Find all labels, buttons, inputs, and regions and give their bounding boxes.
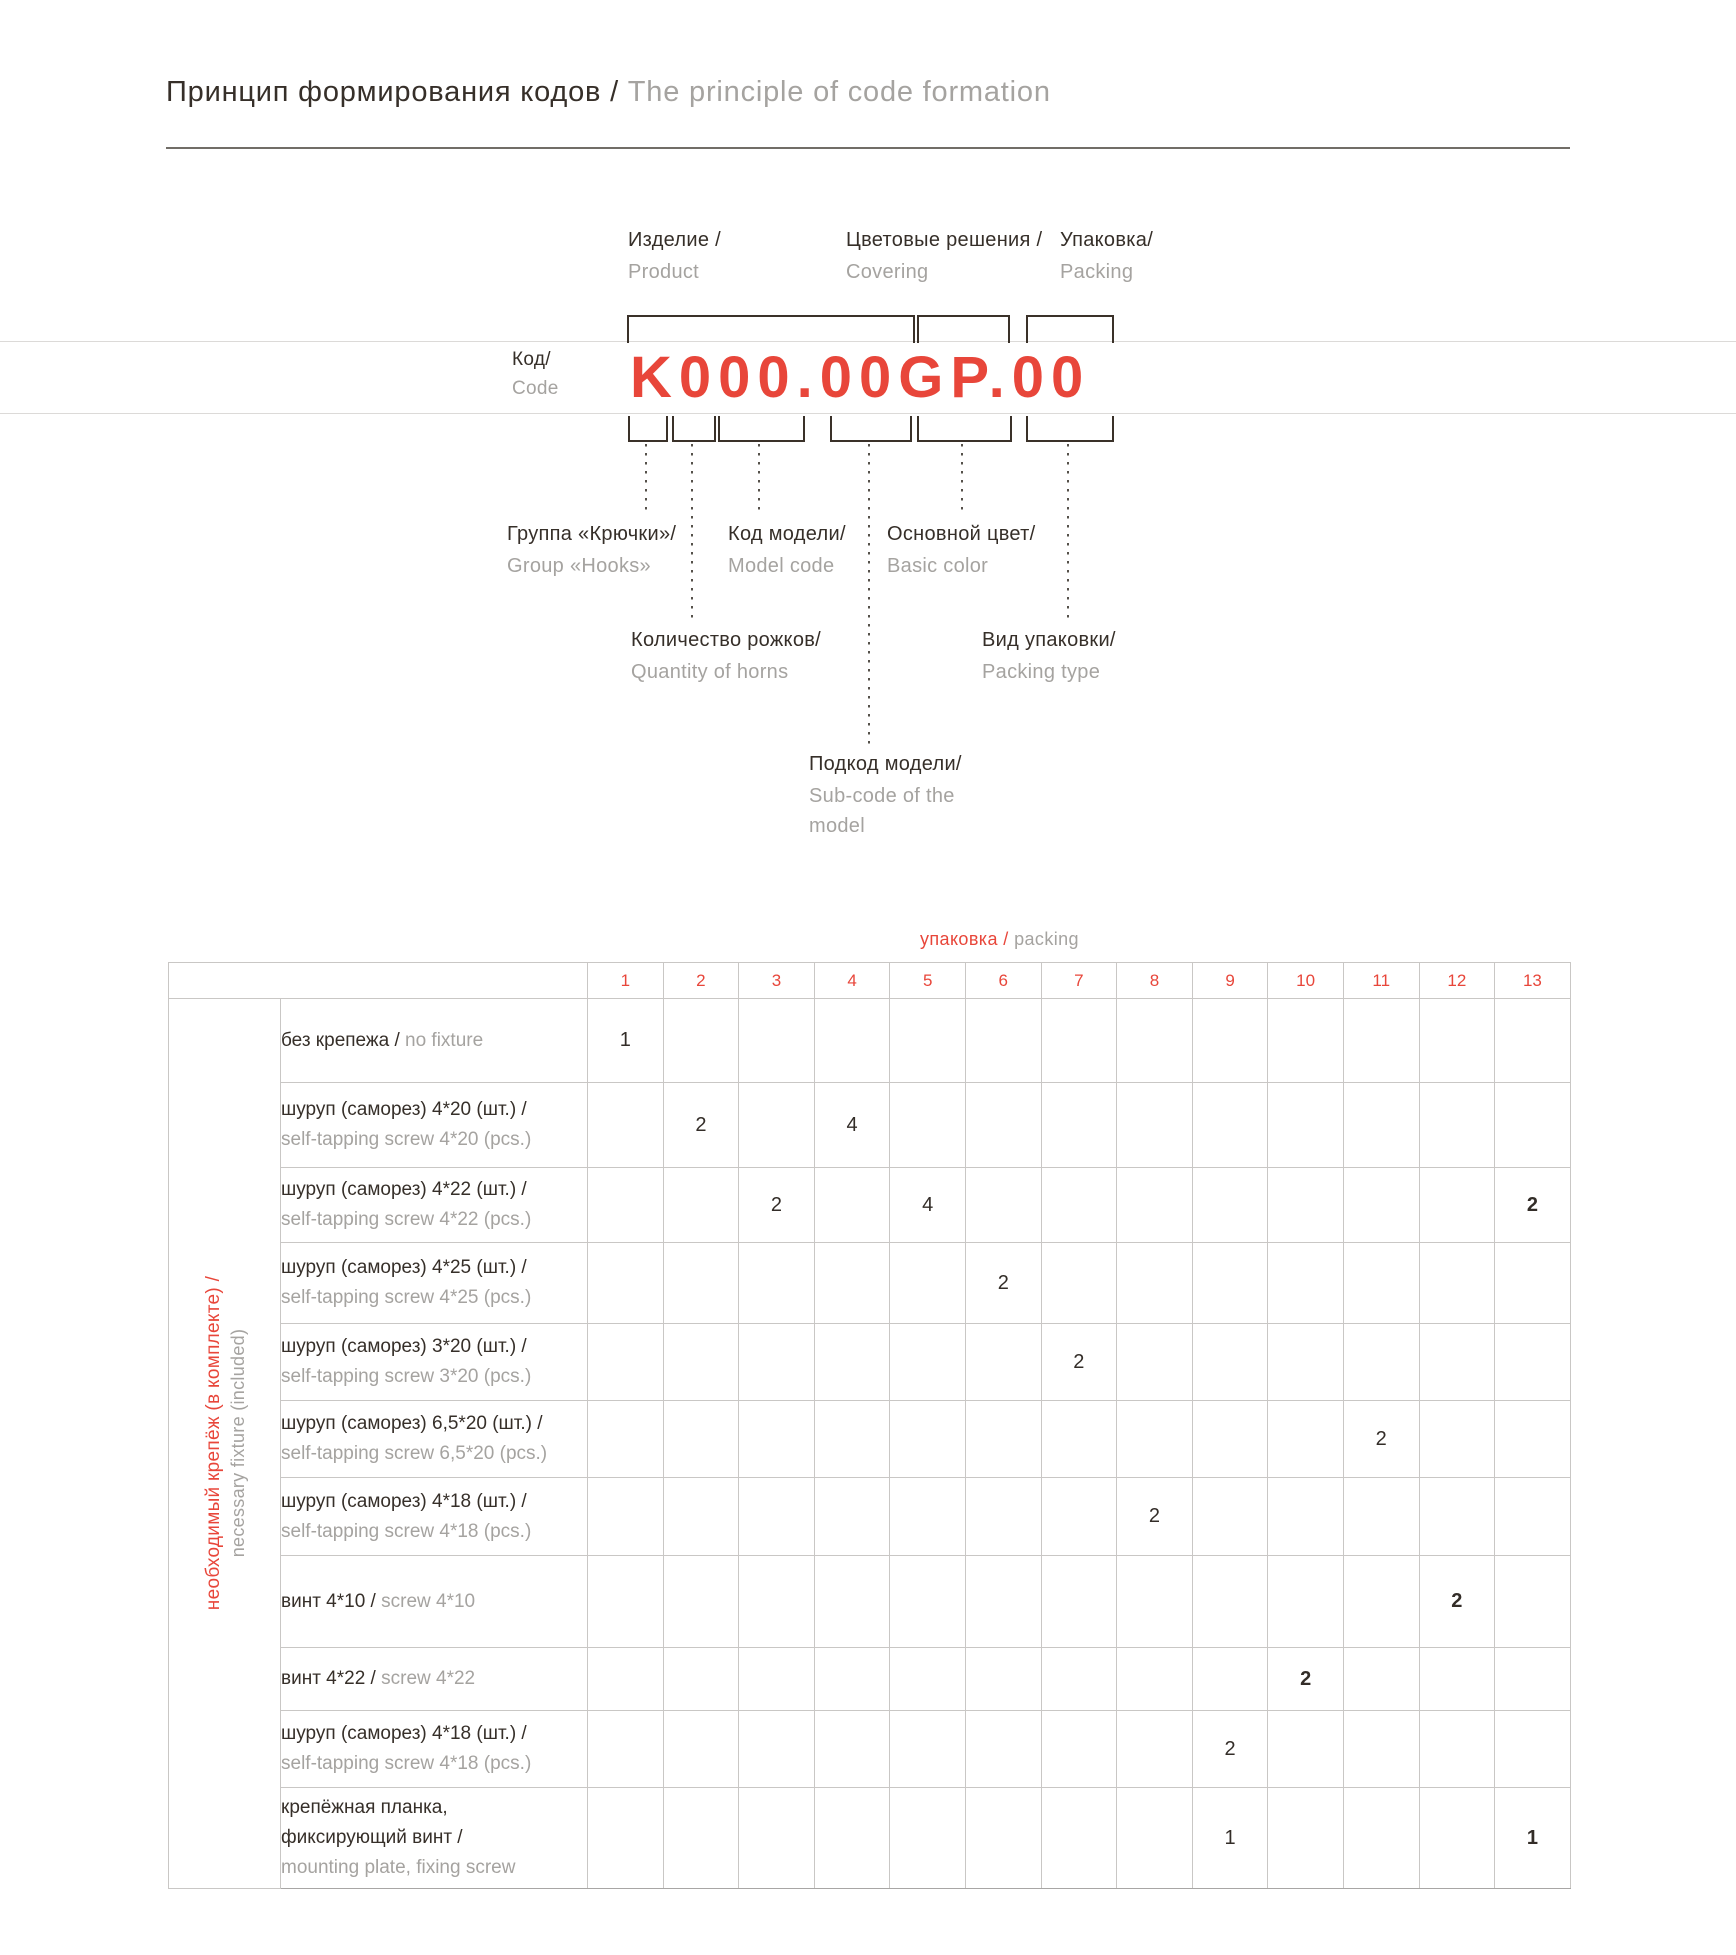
value-cell (965, 1788, 1041, 1889)
value-cell (890, 1401, 966, 1478)
value-cell (965, 1168, 1041, 1243)
row-label-segment: фиксирующий винт / (281, 1827, 463, 1848)
value-cell (814, 999, 890, 1083)
page-title (166, 76, 1051, 109)
row-label-line (281, 1362, 587, 1392)
code-label-ru: Код/ (512, 349, 551, 370)
cell-value: 2 (997, 1271, 1009, 1294)
packing-col-header: 4 (814, 963, 890, 999)
value-cell (890, 1711, 966, 1788)
value-cell (890, 1324, 966, 1401)
value-cell (1419, 1478, 1495, 1556)
packing-table-body (169, 963, 1571, 1889)
row-label-segment: self-tapping screw 3*20 (pcs.) (281, 1366, 532, 1387)
row-label-segment: винт 4*10 / (281, 1590, 382, 1612)
row-label-segment: шуруп (саморез) 6,5*20 (шт.) / (281, 1413, 543, 1434)
title-rule (166, 147, 1570, 149)
value-cell (588, 1083, 664, 1168)
value-cell (814, 1324, 890, 1401)
cell-value: 1 (619, 1029, 631, 1051)
bracket-product (627, 315, 915, 343)
bracket-quantity (672, 416, 716, 442)
value-cell (965, 1401, 1041, 1478)
packing-col-header: 5 (890, 963, 966, 999)
row-label-segment: шуруп (саморез) 3*20 (шт.) / (281, 1336, 527, 1357)
code-value: K000.00GP.00 (630, 345, 1091, 410)
value-cell (1268, 1083, 1344, 1168)
label-quantity-ru: Количество рожков/ (631, 629, 822, 651)
row-label (281, 1711, 588, 1788)
row-label-line (281, 1517, 587, 1547)
value-cell (663, 1556, 739, 1648)
row-label-segment: шуруп (саморез) 4*18 (шт.) / (281, 1723, 527, 1744)
row-label-line (281, 1409, 587, 1439)
value-cell (1343, 1401, 1419, 1478)
packing-col-header: 7 (1041, 963, 1117, 999)
value-cell (1268, 1556, 1344, 1648)
cell-value: 4 (922, 1193, 934, 1216)
value-cell (1117, 1788, 1193, 1889)
row-label (281, 1478, 588, 1556)
row-label-segment: шуруп (саморез) 4*22 (шт.) / (281, 1179, 527, 1200)
row-label-segment: self-tapping screw 4*20 (pcs.) (281, 1129, 532, 1150)
value-cell (739, 1168, 815, 1243)
value-cell (1041, 1648, 1117, 1711)
value-cell (663, 1788, 739, 1889)
value-cell (1419, 1556, 1495, 1648)
cell-value: 1 (1526, 1826, 1538, 1849)
side-label (201, 1276, 251, 1610)
row-label-segment: mounting plate, fixing screw (281, 1857, 516, 1878)
value-cell (814, 1711, 890, 1788)
value-cell (1419, 1243, 1495, 1324)
value-cell (1041, 1083, 1117, 1168)
packing-table (168, 962, 1571, 1889)
value-cell (663, 1324, 739, 1401)
value-cell (1419, 999, 1495, 1083)
packing-col-header: 3 (739, 963, 815, 999)
value-cell (1419, 1401, 1495, 1478)
value-cell (1117, 1324, 1193, 1401)
value-cell (1419, 1788, 1495, 1889)
packing-col-header: 13 (1495, 963, 1571, 999)
value-cell (1343, 1556, 1419, 1648)
value-cell (1117, 1243, 1193, 1324)
row-label (281, 1401, 588, 1478)
row-label-line (281, 1664, 587, 1694)
value-cell (1192, 1556, 1268, 1648)
cell-value: 4 (846, 1113, 858, 1136)
packing-table-title (920, 929, 1079, 950)
value-cell (1117, 1083, 1193, 1168)
value-cell (1419, 1083, 1495, 1168)
packing-title-sep: / (997, 929, 1015, 949)
value-cell (965, 1711, 1041, 1788)
value-cell (1041, 1556, 1117, 1648)
value-cell (588, 1711, 664, 1788)
value-cell (1192, 1168, 1268, 1243)
row-label (281, 1788, 588, 1889)
value-cell (1117, 1168, 1193, 1243)
bracket-packing (1026, 315, 1114, 343)
table-row (169, 1478, 1571, 1556)
connector-quantity (691, 444, 693, 624)
row-label (281, 1648, 588, 1711)
value-cell (814, 1788, 890, 1889)
row-label-line (281, 1026, 587, 1056)
bracket-basic-color (917, 416, 1012, 442)
value-cell (588, 1556, 664, 1648)
value-cell (1041, 999, 1117, 1083)
value-cell (1192, 1788, 1268, 1889)
row-label (281, 1324, 588, 1401)
row-label-segment: шуруп (саморез) 4*18 (шт.) / (281, 1490, 527, 1512)
row-label-segment: крепёжная планка, (281, 1797, 448, 1818)
value-cell (1041, 1243, 1117, 1324)
value-cell (890, 1478, 966, 1556)
row-label-segment: screw 4*22 (381, 1668, 476, 1689)
cell-value: 2 (1375, 1427, 1387, 1450)
label-product-en: Product (628, 261, 700, 283)
value-cell (890, 1083, 966, 1168)
side-label-ru: необходимый крепёж (в комплекте) / (203, 1275, 224, 1611)
value-cell (588, 1648, 664, 1711)
label-packing-en: Packing (1060, 261, 1134, 283)
value-cell (890, 1243, 966, 1324)
value-cell (1419, 1168, 1495, 1243)
value-cell (814, 1168, 890, 1243)
bracket-model-code (718, 416, 805, 442)
value-cell (1192, 999, 1268, 1083)
value-cell (1041, 1401, 1117, 1478)
value-cell (1117, 999, 1193, 1083)
value-cell (1419, 1648, 1495, 1711)
label-group-en: Group «Hooks» (507, 555, 651, 577)
label-group-ru: Группа «Крючки»/ (507, 523, 677, 545)
row-label-segment: screw 4*10 (381, 1590, 476, 1612)
value-cell (588, 999, 664, 1083)
value-cell (1041, 1478, 1117, 1556)
value-cell (739, 1478, 815, 1556)
cell-value: 2 (1300, 1667, 1312, 1690)
value-cell (965, 1083, 1041, 1168)
label-subcode-en2: model (809, 815, 865, 837)
value-cell (1117, 1401, 1193, 1478)
value-cell (1041, 1168, 1117, 1243)
value-cell (1419, 1324, 1495, 1401)
value-cell (1192, 1083, 1268, 1168)
value-cell (1192, 1401, 1268, 1478)
value-cell (739, 1083, 815, 1168)
row-label-segment: self-tapping screw 4*18 (pcs.) (281, 1520, 532, 1542)
value-cell (739, 1711, 815, 1788)
row-label-line (281, 1587, 587, 1617)
page-title-ru: Принцип формирования кодов / (166, 76, 619, 108)
label-subcode-en1: Sub-code of the (809, 785, 955, 807)
row-label-segment: self-tapping screw 4*18 (pcs.) (281, 1753, 532, 1774)
table-row (169, 1648, 1571, 1711)
value-cell (1495, 1711, 1571, 1788)
value-cell (1495, 1243, 1571, 1324)
row-label-segment: без крепежа / (281, 1029, 406, 1051)
value-cell (1117, 1711, 1193, 1788)
value-cell (663, 1648, 739, 1711)
table-row (169, 1556, 1571, 1648)
value-cell (588, 1401, 664, 1478)
value-cell (1343, 1324, 1419, 1401)
value-cell (663, 1478, 739, 1556)
row-label-segment: шуруп (саморез) 4*20 (шт.) / (281, 1099, 527, 1120)
value-cell (1343, 1478, 1419, 1556)
row-label-line (281, 1332, 587, 1362)
connector-group (645, 444, 647, 516)
value-cell (739, 1324, 815, 1401)
table-row (169, 1788, 1571, 1889)
cell-value: 2 (695, 1113, 707, 1136)
table-row (169, 1243, 1571, 1324)
code-label-en: Code (512, 378, 559, 399)
row-label-segment: self-tapping screw 4*25 (pcs.) (281, 1287, 532, 1308)
value-cell (890, 999, 966, 1083)
value-cell (1192, 1243, 1268, 1324)
row-label-line (281, 1823, 587, 1853)
bracket-group (628, 416, 668, 442)
packing-col-header: 8 (1117, 963, 1193, 999)
value-cell (1192, 1648, 1268, 1711)
code-band-line-bottom (0, 413, 1736, 414)
row-label-segment: no fixture (405, 1029, 484, 1051)
label-covering-en: Covering (846, 261, 929, 283)
value-cell (1268, 1711, 1344, 1788)
value-cell (1495, 1478, 1571, 1556)
packing-title-en: packing (1014, 929, 1079, 949)
label-packtype-ru: Вид упаковки/ (982, 629, 1116, 651)
table-row (169, 1711, 1571, 1788)
label-model-ru: Код модели/ (728, 523, 846, 545)
value-cell (663, 1243, 739, 1324)
value-cell (1268, 1243, 1344, 1324)
value-cell (663, 1168, 739, 1243)
table-row (169, 1324, 1571, 1401)
row-label (281, 999, 588, 1083)
value-cell (965, 999, 1041, 1083)
cell-value: 2 (770, 1193, 783, 1216)
packing-col-header: 11 (1343, 963, 1419, 999)
side-label-en: necessary fixture (included) (228, 1328, 248, 1558)
value-cell (965, 1478, 1041, 1556)
row-label-line (281, 1175, 587, 1205)
value-cell (1041, 1788, 1117, 1889)
value-cell (1117, 1478, 1193, 1556)
value-cell (663, 1083, 739, 1168)
page-title-en: The principle of code formation (627, 76, 1051, 108)
bracket-covering (917, 315, 1010, 343)
value-cell (1268, 1324, 1344, 1401)
value-cell (814, 1401, 890, 1478)
value-cell (739, 1788, 815, 1889)
connector-basic-color (961, 444, 963, 516)
value-cell (814, 1083, 890, 1168)
value-cell (1268, 1478, 1344, 1556)
value-cell (1343, 1711, 1419, 1788)
value-cell (1495, 1648, 1571, 1711)
value-cell (1117, 1648, 1193, 1711)
value-cell (663, 1711, 739, 1788)
value-cell (1343, 1243, 1419, 1324)
value-cell (739, 1243, 815, 1324)
value-cell (814, 1648, 890, 1711)
value-cell (1495, 1168, 1571, 1243)
value-cell (739, 1556, 815, 1648)
value-cell (1192, 1711, 1268, 1788)
packing-header-row (169, 963, 1571, 999)
value-cell (1495, 1788, 1571, 1889)
packing-col-header: 2 (663, 963, 739, 999)
value-cell (965, 1243, 1041, 1324)
row-label-line (281, 1793, 587, 1823)
packing-col-header: 1 (588, 963, 664, 999)
cell-value: 2 (1224, 1737, 1236, 1760)
row-label-segment: self-tapping screw 4*22 (pcs.) (281, 1209, 532, 1230)
row-label-segment: винт 4*22 / (281, 1668, 382, 1689)
value-cell (890, 1788, 966, 1889)
row-label-segment: шуруп (саморез) 4*25 (шт.) / (281, 1257, 527, 1278)
label-product-ru: Изделие / (628, 229, 722, 251)
table-row (169, 999, 1571, 1083)
label-covering-ru: Цветовые решения / (846, 229, 1043, 251)
value-cell (965, 1648, 1041, 1711)
value-cell (814, 1243, 890, 1324)
value-cell (1343, 1083, 1419, 1168)
header-spacer-cell (169, 963, 588, 999)
row-label-line (281, 1253, 587, 1283)
label-quantity-en: Quantity of horns (631, 661, 789, 683)
value-cell (1343, 1168, 1419, 1243)
value-cell (1268, 1401, 1344, 1478)
row-label-line (281, 1719, 587, 1749)
value-cell (739, 1401, 815, 1478)
value-cell (1495, 999, 1571, 1083)
value-cell (663, 1401, 739, 1478)
connector-model-code (758, 444, 760, 516)
packing-col-header: 12 (1419, 963, 1495, 999)
row-label-line (281, 1439, 587, 1469)
value-cell (1041, 1324, 1117, 1401)
row-label-line (281, 1853, 587, 1883)
bracket-subcode (830, 416, 912, 442)
value-cell (588, 1324, 664, 1401)
value-cell (1495, 1556, 1571, 1648)
row-label-line (281, 1749, 587, 1779)
value-cell (814, 1556, 890, 1648)
packing-col-header: 9 (1192, 963, 1268, 999)
value-cell (1268, 1648, 1344, 1711)
label-packing-ru: Упаковка/ (1060, 229, 1154, 251)
label-subcode-ru: Подкод модели/ (809, 753, 962, 775)
row-label (281, 1168, 588, 1243)
label-color-en: Basic color (887, 555, 989, 577)
row-label (281, 1083, 588, 1168)
value-cell (1419, 1711, 1495, 1788)
value-cell (1495, 1401, 1571, 1478)
row-label-line (281, 1283, 587, 1313)
row-label-line (281, 1095, 587, 1125)
value-cell (965, 1556, 1041, 1648)
connector-subcode (868, 444, 870, 744)
packing-title-ru: упаковка (920, 929, 998, 949)
row-label-line (281, 1205, 587, 1235)
value-cell (588, 1478, 664, 1556)
table-row (169, 1401, 1571, 1478)
table-row (169, 1083, 1571, 1168)
value-cell (663, 999, 739, 1083)
value-cell (890, 1556, 966, 1648)
connector-packing-type (1067, 444, 1069, 624)
label-model-en: Model code (728, 555, 835, 577)
value-cell (1343, 999, 1419, 1083)
value-cell (814, 1478, 890, 1556)
cell-value: 2 (1073, 1350, 1085, 1373)
value-cell (1268, 999, 1344, 1083)
bracket-packing-type (1026, 416, 1114, 442)
cell-value: 2 (1451, 1590, 1463, 1612)
value-cell (1495, 1083, 1571, 1168)
row-label (281, 1556, 588, 1648)
value-cell (890, 1648, 966, 1711)
value-cell (1268, 1788, 1344, 1889)
value-cell (588, 1168, 664, 1243)
value-cell (890, 1168, 966, 1243)
value-cell (1343, 1788, 1419, 1889)
packing-col-header: 10 (1268, 963, 1344, 999)
row-label-line (281, 1487, 587, 1517)
value-cell (1041, 1711, 1117, 1788)
value-cell (1117, 1556, 1193, 1648)
packing-col-header: 6 (965, 963, 1041, 999)
cell-value: 2 (1148, 1505, 1161, 1527)
value-cell (1495, 1324, 1571, 1401)
label-packtype-en: Packing type (982, 661, 1101, 683)
row-label-line (281, 1125, 587, 1155)
value-cell (588, 1243, 664, 1324)
value-cell (588, 1788, 664, 1889)
cell-value: 1 (1224, 1826, 1236, 1849)
value-cell (965, 1324, 1041, 1401)
row-label-segment: self-tapping screw 6,5*20 (pcs.) (281, 1443, 548, 1464)
cell-value: 2 (1526, 1193, 1538, 1216)
value-cell (1343, 1648, 1419, 1711)
value-cell (739, 1648, 815, 1711)
row-label (281, 1243, 588, 1324)
value-cell (1192, 1324, 1268, 1401)
value-cell (739, 999, 815, 1083)
value-cell (1192, 1478, 1268, 1556)
value-cell (1268, 1168, 1344, 1243)
table-row (169, 1168, 1571, 1243)
label-color-ru: Основной цвет/ (887, 523, 1036, 545)
